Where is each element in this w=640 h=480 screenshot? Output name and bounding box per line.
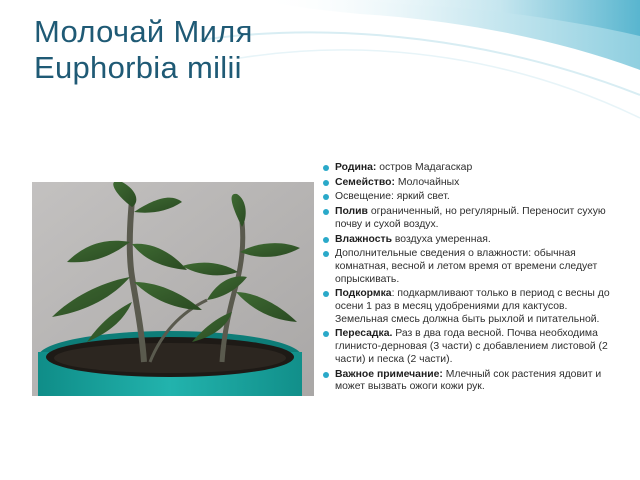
fact-humidity-details: Дополнительные сведения о влажности: обычная комнатная, весной и летом время от времени следует опрыскивать.: [322, 248, 618, 286]
slide-title: [34, 14, 454, 86]
plant-photo: [32, 182, 314, 396]
fact-feeding: Подкормка: подкармливают только в период с весны до осени 1 раз в месяц удобрениями для кактусов. Земельная смесь должна быть рыхлой и питательной.: [322, 288, 618, 326]
title-latin: Euphorbia milii: [34, 50, 242, 85]
fact-repotting: Пересадка. Раз в два года весной. Почва необходима глинисто-дерновая (3 части) с добавлением листовой (2 части) и песка (2 части).: [322, 328, 618, 366]
fact-lighting: Освещение: яркий свет.: [322, 191, 618, 204]
fact-important-note: Важное примечание: Млечный сок растения ядовит и может вызвать ожоги кожи рук.: [322, 369, 618, 394]
potted-plant-icon: [32, 182, 314, 396]
fact-watering: Полив ограниченный, но регулярный. Переносит сухую почву и сухой воздух.: [322, 206, 618, 231]
fact-humidity: Влажность воздуха умеренная.: [322, 234, 618, 247]
plant-facts-list: [322, 162, 618, 396]
fact-homeland: Родина: остров Мадагаскар: [322, 162, 618, 175]
fact-family: Семейство: Молочайных: [322, 177, 618, 190]
title-russian: Молочай Миля: [34, 14, 253, 49]
